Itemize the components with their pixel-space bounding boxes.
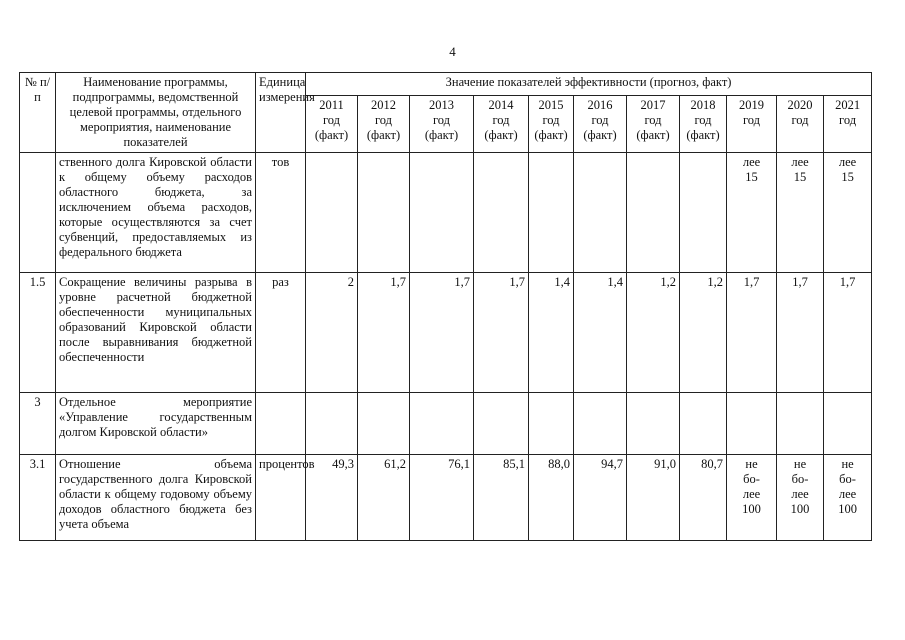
value-cell: 88,0 — [529, 455, 574, 541]
table-body — [20, 153, 872, 541]
forecast-line: не — [793, 457, 807, 471]
header-year-2019 — [727, 95, 777, 152]
header-year-2017 — [627, 95, 680, 152]
header-year-word: год — [791, 112, 809, 127]
forecast-cell — [777, 273, 824, 393]
header-year-word: год — [742, 112, 761, 127]
header-year-year: 2012 — [371, 97, 396, 112]
header-year-2020 — [777, 95, 824, 152]
header-year-word: год — [432, 112, 451, 127]
forecast-line: 15 — [745, 170, 758, 184]
header-year-year: 2011 — [319, 97, 344, 112]
forecast-line: 1,7 — [792, 275, 808, 289]
header-year-2015 — [529, 95, 574, 152]
value-cell: 80,7 — [680, 455, 727, 541]
forecast-line: лее — [742, 487, 761, 501]
value-cell: 2 — [306, 273, 358, 393]
value-cell — [474, 153, 529, 273]
unit-of-measure: раз — [256, 273, 306, 393]
value-cell — [474, 393, 529, 455]
value-cell — [627, 153, 680, 273]
value-cell: 1,7 — [410, 273, 474, 393]
value-cell — [574, 393, 627, 455]
unit-of-measure — [256, 393, 306, 455]
unit-of-measure: процентов — [256, 455, 306, 541]
forecast-line: 15 — [841, 170, 854, 184]
value-cell — [358, 153, 410, 273]
forecast-cell — [727, 153, 777, 273]
value-cell: 1,7 — [358, 273, 410, 393]
forecast-line: 100 — [790, 502, 810, 516]
forecast-cell — [777, 393, 824, 455]
value-cell: 94,7 — [574, 455, 627, 541]
header-year-year: 2017 — [640, 97, 666, 112]
value-cell — [306, 153, 358, 273]
header-year-note: (факт) — [366, 127, 401, 142]
header-year-2018 — [680, 95, 727, 152]
forecast-line: лее — [791, 155, 809, 169]
indicator-name: Отношение объема государственного долга Кировской области к общему годовому объему доходов областного бюджета без учета объема — [56, 455, 256, 541]
header-name: Наименование программы, подпрограммы, ведомственной целевой программы, отдельного мероприятия, наименование показателей — [56, 73, 256, 153]
value-cell — [358, 393, 410, 455]
forecast-line: бо- — [743, 472, 760, 486]
forecast-line: 100 — [838, 502, 857, 516]
value-cell — [680, 393, 727, 455]
header-year-year: 2016 — [587, 97, 613, 112]
forecast-cell — [727, 273, 777, 393]
header-unit: Единица измерения — [256, 73, 306, 153]
forecast-cell — [824, 455, 872, 541]
header-num: № п/п — [20, 73, 56, 153]
value-cell — [306, 393, 358, 455]
header-year-word: год — [374, 112, 393, 127]
value-cell: 1,2 — [680, 273, 727, 393]
value-cell: 61,2 — [358, 455, 410, 541]
value-cell: 1,4 — [574, 273, 627, 393]
row-number: 1.5 — [20, 273, 56, 393]
table-row — [20, 455, 872, 541]
unit-of-measure: тов — [256, 153, 306, 273]
header-year-word: год — [591, 112, 609, 127]
forecast-line: 1,7 — [839, 275, 856, 289]
indicator-name: Отдельное мероприятие «Управление государственным долгом Кировской области» — [56, 393, 256, 455]
page-number: 4 — [449, 44, 456, 59]
header-year-word: год — [839, 112, 857, 127]
header-year-note: (факт) — [484, 127, 518, 142]
header-row-1 — [20, 73, 872, 96]
header-year-year: 2014 — [488, 97, 514, 112]
header-values: Значение показателей эффективности (прогноз, факт) — [306, 73, 872, 96]
forecast-line: бо- — [839, 472, 856, 486]
header-year-word: год — [644, 112, 662, 127]
value-cell: 91,0 — [627, 455, 680, 541]
value-cell — [529, 153, 574, 273]
forecast-cell — [777, 455, 824, 541]
forecast-line: лее — [838, 155, 857, 169]
value-cell: 1,2 — [627, 273, 680, 393]
forecast-cell — [824, 393, 872, 455]
forecast-cell — [727, 455, 777, 541]
forecast-cell — [777, 153, 824, 273]
indicators-table — [19, 72, 872, 541]
indicator-name: Сокращение величины разрыва в уровне расчетной бюджетной обеспеченности муниципальных образований Кировской области после выравнивания бюджетной обеспеченности — [56, 273, 256, 393]
forecast-line: не — [841, 457, 854, 471]
forecast-line: лее — [838, 487, 857, 501]
row-number — [20, 153, 56, 273]
table-row — [20, 153, 872, 273]
header-year-2013 — [410, 95, 474, 152]
header-year-year: 2019 — [739, 97, 764, 112]
forecast-line: 1,7 — [743, 275, 760, 289]
header-year-note: (факт) — [314, 127, 349, 142]
header-year-2012 — [358, 95, 410, 152]
value-cell: 76,1 — [410, 455, 474, 541]
value-cell: 1,7 — [474, 273, 529, 393]
value-cell — [680, 153, 727, 273]
header-year-note: (факт) — [636, 127, 670, 142]
header-year-2021 — [824, 95, 872, 152]
value-cell: 85,1 — [474, 455, 529, 541]
header-year-year: 2020 — [787, 97, 813, 112]
header-year-year: 2021 — [835, 97, 861, 112]
forecast-line: бо- — [791, 472, 809, 486]
header-year-2014 — [474, 95, 529, 152]
forecast-line: 15 — [793, 170, 807, 184]
forecast-cell — [727, 393, 777, 455]
forecast-line: лее — [742, 155, 761, 169]
table-row — [20, 393, 872, 455]
value-cell — [574, 153, 627, 273]
header-year-year: 2018 — [690, 97, 716, 112]
header-year-word: год — [694, 112, 712, 127]
header-year-note: (факт) — [583, 127, 617, 142]
forecast-cell — [824, 153, 872, 273]
value-cell — [529, 393, 574, 455]
header-year-word: год — [542, 112, 560, 127]
header-year-year: 2013 — [429, 97, 454, 112]
header-year-word: год — [322, 112, 341, 127]
forecast-cell — [824, 273, 872, 393]
header-year-word: год — [492, 112, 510, 127]
header-year-note: (факт) — [424, 127, 459, 142]
value-cell: 49,3 — [306, 455, 358, 541]
forecast-line: не — [745, 457, 758, 471]
forecast-line: 100 — [742, 502, 761, 516]
header-year-note: (факт) — [686, 127, 720, 142]
indicator-name: ственного долга Кировской области к общему объему расходов областного бюджета, за исключением объема расходов, которые осуществляются за счет субвенций, предоставляемых из федерального бюджета — [56, 153, 256, 273]
row-number: 3 — [20, 393, 56, 455]
value-cell — [410, 153, 474, 273]
row-number: 3.1 — [20, 455, 56, 541]
header-year-2016 — [574, 95, 627, 152]
table-row — [20, 273, 872, 393]
value-cell — [627, 393, 680, 455]
header-year-year: 2015 — [538, 97, 564, 112]
header-year-note: (факт) — [534, 127, 568, 142]
forecast-line: лее — [791, 487, 809, 501]
value-cell: 1,4 — [529, 273, 574, 393]
value-cell — [410, 393, 474, 455]
